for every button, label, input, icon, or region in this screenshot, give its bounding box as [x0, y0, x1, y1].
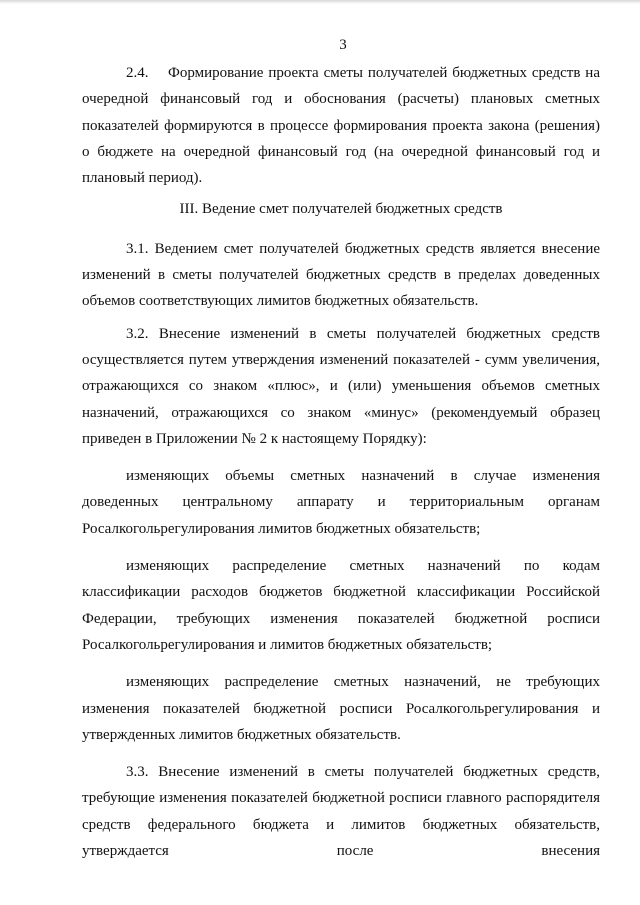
- paragraph-2-4: 2.4. Формирование проекта сметы получателей бюджетных средств на очередной финансовый год и обоснования (расчеты) плановых сметных показателей формируются в процессе формирования проекта закона (решения) о бюджете на очередной финансовый год (на очередной финансовый год и плановый период).: [82, 65, 600, 187]
- paragraph-3-1: 3.1. Ведением смет получателей бюджетных средств является внесение изменений в сметы получателей бюджетных средств в пределах доведенных объемов соответствующих лимитов бюджетных обязательств.: [82, 240, 600, 310]
- list-item-volume-change: изменяющих объемы сметных назначений в случае изменения доведенных центральному аппарату и территориальным органам Росалкогольрегулирования лимитов бюджетных обязательств;: [82, 468, 600, 537]
- scan-top-edge: [0, 0, 640, 4]
- document-body: [82, 60, 600, 864]
- list-item-distribution-without-limits: изменяющих распределение сметных назначений, не требующих изменения показателей бюджетной росписи Росалкогольрегулирования и утвержденных лимитов бюджетных обязательств.: [82, 674, 600, 743]
- paragraph-3-3: 3.3. Внесение изменений в сметы получателей бюджетных средств, требующие изменения показателей бюджетной росписи главного распорядителя средств федерального бюджета и лимитов бюджетных обязательств, утверждается после внесения: [82, 764, 600, 860]
- section-heading: III. Ведение смет получателей бюджетных средств: [179, 201, 503, 218]
- page-number: 3: [339, 37, 347, 53]
- paragraph-3-2: 3.2. Внесение изменений в сметы получателей бюджетных средств осуществляется путем утверждения изменений показателей - сумм увеличения, отражающихся со знаком «плюс», и (или) уменьшения объемов сметных назначений, отражающихся со знаком «минус» (рекомендуемый образец приведен в Приложении № 2 к настоящему Порядку):: [82, 325, 600, 447]
- list-item-distribution-with-limits: изменяющих распределение сметных назначений по кодам классификации расходов бюджетов бюджетной классификации Российской Федерации, требующих изменения показателей бюджетной росписи Росалкогольрегулирования и лимитов бюджетных обязательств;: [82, 558, 600, 653]
